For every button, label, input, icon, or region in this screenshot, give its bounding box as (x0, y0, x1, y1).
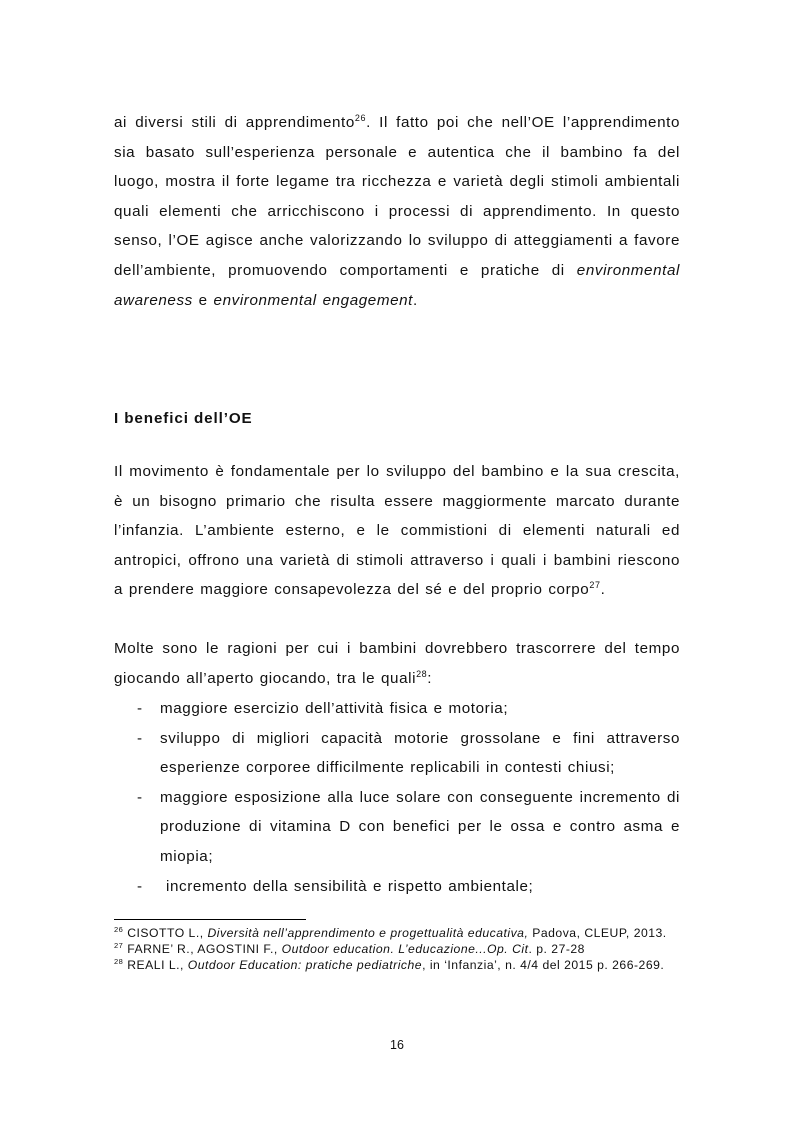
footnote-27 (114, 941, 680, 957)
paragraph-reasons (114, 634, 680, 693)
footnote-number: 27 (114, 941, 124, 950)
footnote-text: , in ‘Infanzia’, n. 4/4 del 2015 p. 266-269. (422, 958, 665, 972)
page-number: 16 (390, 1038, 404, 1052)
footnote-text: CISOTTO L., (123, 926, 208, 940)
footnote-ref-28[interactable]: 28 (416, 668, 428, 679)
bullet-dash: - (137, 788, 143, 806)
footnote-title: Outdoor education. L’educazione...Op. Cit (281, 942, 529, 956)
footnote-26 (114, 925, 680, 941)
footnote-number: 26 (114, 925, 124, 934)
paragraph-oe-learning (114, 108, 680, 315)
list-item-text: incremento della sensibilità e rispetto ambientale; (166, 877, 534, 895)
emphasis-term: environmental awareness (114, 261, 680, 309)
paragraph-text: . (413, 291, 418, 309)
list-item-text: maggiore esercizio dell’attività fisica e motoria; (160, 700, 509, 717)
benefits-list (114, 694, 680, 901)
paragraph-text: Il movimento è fondamentale per lo sviluppo del bambino e la sua crescita, è un bisogno primario che risulta essere maggiormente marcato durante l’infanzia. L’ambiente esterno, e le commistioni di elementi naturali ed antropici, offrono una varietà di stimoli attraverso i quali i bambini riescono a prendere maggiore consapevolezza del sé e del proprio corpo (114, 463, 680, 599)
bullet-dash: - (137, 729, 143, 747)
list-item (114, 694, 680, 724)
footnote-number: 28 (114, 957, 124, 966)
list-item (114, 872, 680, 902)
emphasis-term: environmental engagement (213, 291, 414, 309)
paragraph-text: : (427, 669, 433, 687)
list-item-text: sviluppo di migliori capacità motorie grossolane e fini attraverso esperienze corporee difficilmente replicabili in contesti chiusi; (160, 729, 680, 777)
paragraph-movement (114, 457, 680, 605)
paragraph-text: ai diversi stili di apprendimento (114, 114, 355, 131)
section-heading: I benefici dell’OE (114, 410, 253, 427)
footnote-ref-27[interactable]: 27 (589, 580, 601, 591)
list-item-text: maggiore esposizione alla luce solare con conseguente incremento di produzione di vitamina D con benefici per le ossa e contro asma e miopia; (160, 788, 680, 865)
list-item (114, 724, 680, 783)
document-page (114, 0, 680, 1123)
footnote-text: FARNE’ R., AGOSTINI F., (123, 942, 282, 956)
footnote-title: Outdoor Education: pratiche pediatriche (187, 958, 423, 972)
bullet-dash: - (137, 877, 143, 895)
bullet-dash: - (137, 700, 143, 717)
footnote-title: Diversità nell’apprendimento e progettualità educativa, (207, 926, 529, 940)
footnote-text: . p. 27-28 (528, 942, 585, 956)
footnote-ref-26[interactable]: 26 (354, 113, 367, 123)
paragraph-text: . Il fatto poi che nell’OE l’apprendimento sia basato sull’esperienza personale e autentica che il bambino fa del luogo, mostra il forte legame tra ricchezza e varietà degli stimoli ambientali quali elementi che arricchiscono i processi di apprendimento. In questo senso, l’OE agisce anche valorizzando lo sviluppo di atteggiamenti a favore dell’ambiente, promuovendo comportamenti e pratiche di (114, 114, 680, 279)
paragraph-text: e (192, 291, 214, 309)
footnote-text: REALI L., (123, 958, 188, 972)
list-item (114, 783, 680, 872)
paragraph-text: Molte sono le ragioni per cui i bambini dovrebbero trascorrere del tempo giocando all’aperto giocando, tra le quali (114, 640, 680, 687)
footnotes (114, 925, 680, 973)
footnote-separator (114, 919, 306, 920)
footnote-28 (114, 957, 680, 973)
paragraph-text: . (600, 581, 606, 599)
footnote-text: Padova, CLEUP, 2013. (528, 926, 667, 940)
